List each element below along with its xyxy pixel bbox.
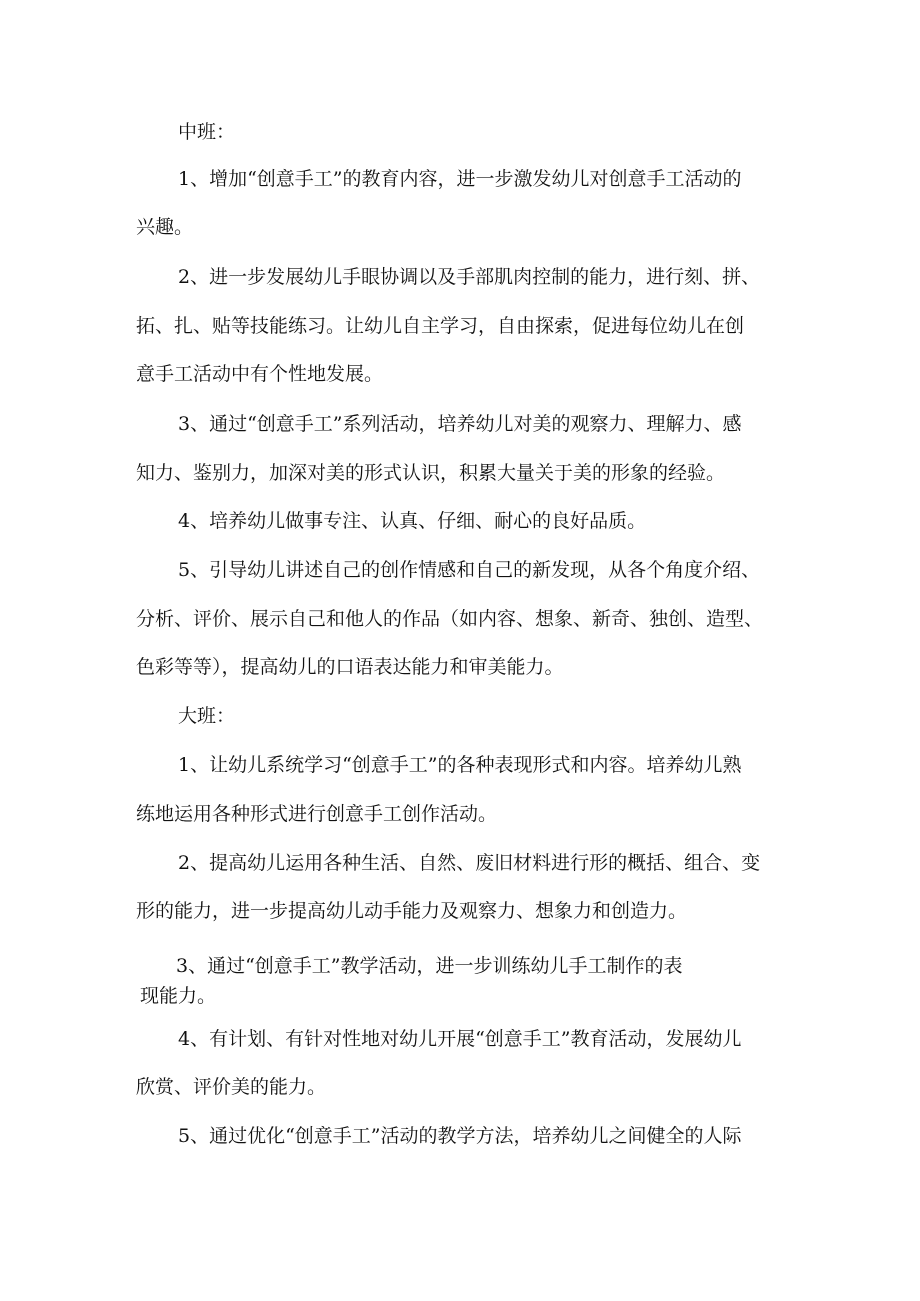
paragraph-line: 2、提高幼儿运用各种生活、自然、废旧材料进行形的概括、组合、变 [178,852,761,874]
paragraph-line: 2、进一步发展幼儿手眼协调以及手部肌肉控制的能力，进行刻、拼、 [178,266,761,288]
paragraph-line: 兴趣。 [136,216,194,238]
paragraph-line: 5、通过优化“创意手工”活动的教学方法，培养幼儿之间健全的人际 [178,1125,742,1147]
paragraph-line: 1、让幼儿系统学习“创意手工”的各种表现形式和内容。培养幼儿熟 [178,754,742,776]
paragraph-line: 形的能力，进一步提高幼儿动手能力及观察力、想象力和创造力。 [136,900,688,922]
paragraph-line: 欣赏、评价美的能力。 [136,1076,327,1098]
paragraph-line: 现能力。 [140,985,217,1007]
paragraph-line: 4、有计划、有针对性地对幼儿开展“创意手工”教育活动，发展幼儿 [178,1028,742,1050]
paragraph-line: 4、培养幼儿做事专注、认真、仔细、耐心的良好品质。 [178,510,647,532]
paragraph-line: 3、通过“创意手工”教学活动，进一步训练幼儿手工制作的表 [176,955,683,977]
paragraph-line: 意手工活动中有个性地发展。 [136,363,384,385]
paragraph-line: 知力、鉴别力，加深对美的形式认识，积累大量关于美的形象的经验。 [136,462,726,484]
paragraph-line: 拓、扎、贴等技能练习。让幼儿自主学习，自由探索，促进每位幼儿在创 [136,315,745,337]
paragraph-line: 5、引导幼儿讲述自己的创作情感和自己的新发现，从各个角度介绍、 [178,559,761,581]
paragraph-line: 练地运用各种形式进行创意手工创作活动。 [136,803,498,825]
paragraph-line: 色彩等等），提高幼儿的口语表达能力和审美能力。 [136,656,564,678]
paragraph-line: 1、增加“创意手工”的教育内容，进一步激发幼儿对创意手工活动的 [178,168,742,190]
paragraph-line: 分析、评价、展示自己和他人的作品（如内容、想象、新奇、独创、造型、 [136,608,764,630]
heading-middle-class: 中班： [178,121,236,143]
heading-senior-class: 大班： [178,705,236,727]
paragraph-line: 3、通过“创意手工”系列活动，培养幼儿对美的观察力、理解力、感 [178,413,742,435]
